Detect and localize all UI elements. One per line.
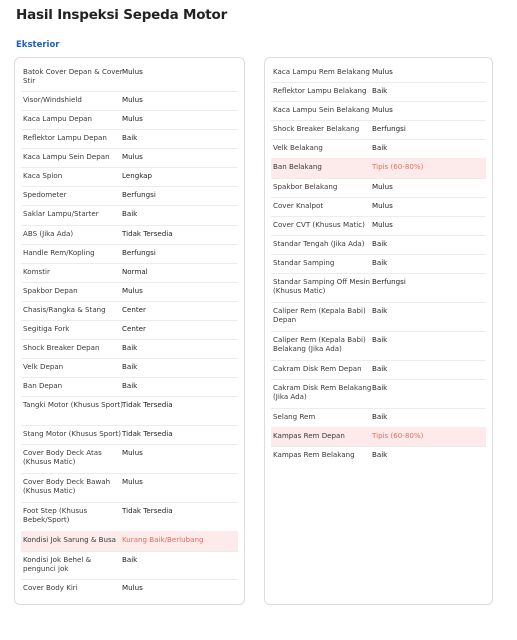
inspection-item-name: Standar Samping: [273, 258, 335, 267]
inspection-item-value: Baik: [122, 555, 138, 564]
inspection-row: [21, 377, 238, 397]
inspection-row: [271, 197, 486, 217]
inspection-item-name: Cover Body Kiri: [23, 583, 78, 592]
inspection-item-value: Baik: [372, 306, 388, 315]
inspection-item-value: Mulus: [122, 67, 143, 76]
inspection-item-name: Handle Rem/Kopling: [23, 248, 95, 257]
inspection-item-name: Caliper Rem (Kepala Babi) Belakang (Jika Ada): [273, 335, 366, 354]
inspection-item-name: Selang Rem: [273, 412, 316, 421]
inspection-item-name: Shock Breaker Depan: [23, 343, 100, 352]
inspection-item-value: Normal: [122, 267, 148, 276]
inspection-item-name: Saklar Lampu/Starter: [23, 209, 99, 218]
inspection-item-name: Velk Depan: [23, 362, 64, 371]
inspection-row: [21, 186, 238, 206]
inspection-row: [21, 148, 238, 168]
inspection-item-name: Spedometer: [23, 190, 67, 199]
inspection-item-name: Shock Breaker Belakang: [273, 124, 360, 133]
inspection-item-value: Baik: [122, 209, 138, 218]
page-title: Hasil Inspeksi Sepeda Motor: [16, 7, 228, 23]
inspection-item-name: Cakram Disk Rem Belakang (Jika Ada): [273, 383, 372, 402]
inspection-row: [21, 531, 238, 552]
inspection-row: [271, 379, 486, 409]
inspection-row: [271, 331, 486, 361]
inspection-item-name: Spakbor Belakang: [273, 182, 338, 191]
inspection-item-name: Kaca Lampu Sein Belakang: [273, 105, 370, 114]
inspection-item-name: Stang Motor (Khusus Sport): [23, 429, 122, 438]
inspection-row: [271, 178, 486, 198]
inspection-row: [271, 101, 486, 121]
inspection-item-value: Baik: [372, 86, 388, 95]
inspection-item-name: Ban Belakang: [273, 162, 322, 171]
inspection-item-value: Mulus: [122, 95, 143, 104]
inspection-item-name: Kampas Rem Belakang: [273, 450, 355, 459]
inspection-item-name: Komstir: [23, 267, 50, 276]
inspection-item-value: Baik: [372, 239, 388, 248]
inspection-item-value: Center: [122, 324, 146, 333]
inspection-row: [21, 91, 238, 111]
inspection-item-value: Mulus: [122, 114, 143, 123]
inspection-row: [271, 235, 486, 255]
inspection-item-name: Cover Body Deck Bawah (Khusus Matic): [23, 477, 111, 496]
inspection-item-name: Reflektor Lampu Belakang: [273, 86, 367, 95]
inspection-row: [271, 82, 486, 102]
inspection-item-name: ABS (Jika Ada): [23, 229, 74, 238]
inspection-item-value: Mulus: [122, 286, 143, 295]
inspection-row: [271, 158, 486, 179]
inspection-row: [271, 216, 486, 236]
inspection-item-value: Tidak Tersedia: [122, 506, 173, 515]
inspection-item-value: Tidak Tersedia: [122, 400, 173, 409]
inspection-item-name: Kaca Lampu Sein Depan: [23, 152, 110, 161]
inspection-item-name: Segitiga Fork: [23, 324, 70, 333]
inspection-row: [271, 408, 486, 428]
inspection-item-name: Standar Samping Off Mesin (Khusus Matic): [273, 277, 371, 296]
inspection-item-name: Caliper Rem (Kepala Babi) Depan: [273, 306, 366, 325]
inspection-item-value: Baik: [372, 364, 388, 373]
inspection-row: [271, 120, 486, 140]
inspection-item-name: Kondisi Jok Sarung & Busa: [23, 535, 117, 544]
right-inspection-card: [264, 57, 493, 605]
inspection-item-value: Mulus: [122, 448, 143, 457]
inspection-item-value: Tidak Tersedia: [122, 429, 173, 438]
inspection-item-value: Lengkap: [122, 171, 153, 180]
inspection-row: [21, 263, 238, 283]
inspection-item-name: Cakram Disk Rem Depan: [273, 364, 362, 373]
inspection-item-value: Baik: [372, 143, 388, 152]
inspection-item-name: Cover CVT (Khusus Matic): [273, 220, 365, 229]
inspection-item-value: Tidak Tersedia: [122, 229, 173, 238]
left-inspection-card: [14, 57, 245, 605]
inspection-item-value: Mulus: [372, 105, 393, 114]
inspection-item-value: Baik: [372, 450, 388, 459]
inspection-item-name: Kondisi Jok Behel & pengunci jok: [23, 555, 92, 574]
inspection-row: [271, 360, 486, 380]
inspection-item-name: Kaca Lampu Rem Belakang: [273, 67, 370, 76]
inspection-item-name: Ban Depan: [23, 381, 63, 390]
inspection-row: [21, 282, 238, 302]
inspection-row: [21, 63, 238, 92]
inspection-item-value: Mulus: [372, 182, 393, 191]
inspection-item-value: Baik: [122, 133, 138, 142]
inspection-row: [21, 167, 238, 187]
inspection-item-value: Baik: [372, 412, 388, 421]
inspection-item-value-warning: Tipis (60-80%): [372, 162, 424, 171]
inspection-item-name: Tangki Motor (Khusus Sport): [23, 400, 123, 409]
inspection-row: [21, 425, 238, 445]
inspection-row: [21, 444, 238, 474]
inspection-item-value: Berfungsi: [372, 124, 406, 133]
section-title-eksterior: Eksterior: [16, 40, 60, 50]
inspection-row: [271, 273, 486, 303]
inspection-item-value: Mulus: [372, 67, 393, 76]
inspection-item-value: Baik: [122, 381, 138, 390]
inspection-item-name: Batok Cover Depan & Cover Stir: [23, 67, 123, 86]
inspection-item-name: Cover Body Deck Atas (Khusus Matic): [23, 448, 102, 467]
inspection-row: [271, 139, 486, 159]
inspection-item-name: Kaca Lampu Depan: [23, 114, 93, 123]
inspection-row: [271, 446, 486, 465]
inspection-item-name: Chasis/Rangka & Stang: [23, 305, 106, 314]
inspection-item-value: Baik: [122, 343, 138, 352]
inspection-item-value: Baik: [372, 335, 388, 344]
inspection-item-name: Foot Step (Khusus Bebek/Sport): [23, 506, 88, 525]
inspection-item-value-warning: Tipis (60-80%): [372, 431, 424, 440]
inspection-item-value: Baik: [372, 383, 388, 392]
inspection-item-value: Baik: [372, 258, 388, 267]
inspection-row: [21, 358, 238, 378]
inspection-row: [271, 302, 486, 332]
inspection-item-value: Baik: [122, 362, 138, 371]
inspection-row: [271, 63, 486, 83]
inspection-row: [21, 320, 238, 340]
inspection-row: [271, 427, 486, 447]
inspection-row: [21, 205, 238, 226]
inspection-row: [21, 339, 238, 359]
inspection-row: [21, 396, 238, 426]
inspection-item-value: Mulus: [372, 201, 393, 210]
inspection-row: [271, 254, 486, 274]
inspection-item-value-warning: Kurang Baik/Berlubang: [122, 535, 204, 544]
inspection-row: [21, 502, 238, 532]
inspection-item-name: Visor/Windshield: [23, 95, 82, 104]
inspection-row: [21, 473, 238, 503]
inspection-item-value: Berfungsi: [372, 277, 406, 286]
inspection-row: [21, 110, 238, 130]
inspection-row: [21, 225, 238, 245]
inspection-item-value: Mulus: [122, 583, 143, 592]
inspection-item-value: Mulus: [372, 220, 393, 229]
inspection-item-value: Center: [122, 305, 146, 314]
inspection-item-value: Mulus: [122, 477, 143, 486]
inspection-item-name: Velk Belakang: [273, 143, 323, 152]
inspection-item-name: Cover Knalpot: [273, 201, 324, 210]
inspection-item-name: Kaca Spion: [23, 171, 63, 180]
inspection-item-name: Reflektor Lampu Depan: [23, 133, 107, 142]
inspection-row: [21, 244, 238, 264]
inspection-row: [21, 551, 238, 580]
inspection-item-name: Standar Tengah (Jika Ada): [273, 239, 365, 248]
inspection-row: [21, 579, 238, 600]
inspection-item-value: Berfungsi: [122, 190, 156, 199]
inspection-item-name: Spakbor Depan: [23, 286, 78, 295]
inspection-row: [21, 301, 238, 321]
inspection-item-value: Berfungsi: [122, 248, 156, 257]
inspection-item-value: Mulus: [122, 152, 143, 161]
inspection-row: [21, 129, 238, 149]
inspection-item-name: Kampas Rem Depan: [273, 431, 345, 440]
